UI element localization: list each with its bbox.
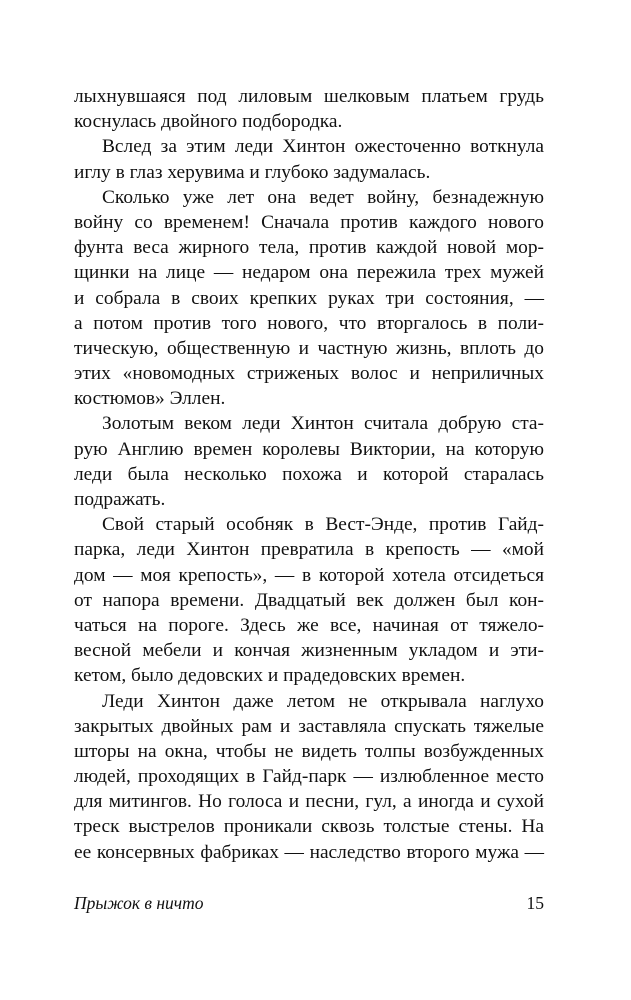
text-line: иглу в глаз херувима и глубоко задумалась. [74, 161, 431, 183]
text-line: парка, леди Хинтон превратила в крепость — «мой [74, 539, 544, 561]
text-line: весной мебели и кончая жизненным укладом и эти- [74, 640, 544, 662]
text-line: шторы на окна, чтобы не видеть толпы возбужденных [74, 740, 544, 762]
text-line: от напора времени. Двадцатый век должен был кон- [74, 589, 544, 611]
text-line: треск выстрелов проникали сквозь толстые стены. На [74, 816, 544, 838]
body-text [74, 84, 544, 865]
text-line: Свой старый особняк в Вест-Энде, против Гайд- [102, 514, 544, 536]
text-line: Золотым веком леди Хинтон считала добрую ста- [102, 413, 544, 435]
text-line: леди была несколько похожа и которой старалась [74, 463, 544, 485]
text-line: а потом против того нового, что вторгалось в поли- [74, 312, 544, 334]
text-line: войну со временем! Сначала против каждого нового [74, 211, 544, 233]
text-line: Сколько уже лет она ведет войну, безнадежную [102, 186, 544, 208]
text-line: для митингов. Но голоса и песни, гул, а иногда и сухой [74, 791, 544, 813]
text-line: Леди Хинтон даже летом не открывала наглухо [102, 690, 544, 712]
text-line: щинки на лице — недаром она пережила трех мужей [74, 262, 544, 284]
running-title: Прыжок в ничто [74, 893, 204, 913]
text-line: подражать. [74, 489, 166, 510]
text-line: закрытых двойных рам и заставляла спускать тяжелые [74, 715, 544, 737]
text-line: фунта веса жирного тела, против каждой новой мор- [74, 237, 544, 259]
text-line: ее консервных фабриках — наследство второго мужа — [74, 841, 544, 863]
text-line: коснулась двойного подбородка. [74, 111, 343, 133]
text-line: костюмов» Эллен. [74, 388, 226, 410]
text-line: этих «новомодных стриженых волос и неприличных [74, 363, 544, 385]
text-line: лыхнувшаяся под лиловым шелковым платьем грудь [74, 86, 544, 107]
text-line: чаться на пороге. Здесь же все, начиная от тяжело- [74, 614, 544, 636]
text-line: людей, проходящих в Гайд-парк — излюбленное место [74, 766, 544, 788]
text-line: Вслед за этим леди Хинтон ожесточенно воткнула [102, 136, 544, 158]
text-line: тическую, общественную и частную жизнь, вплоть до [74, 337, 544, 359]
text-line: кетом, было дедовских и прадедовских времен. [74, 665, 466, 687]
text-line: рую Англию времен королевы Виктории, на которую [74, 438, 544, 460]
page-number: 15 [526, 893, 544, 913]
text-line: и собрала в своих крепких руках три состояния, — [74, 287, 544, 309]
text-line: дом — моя крепость», — в которой хотела отсидеться [74, 564, 544, 586]
